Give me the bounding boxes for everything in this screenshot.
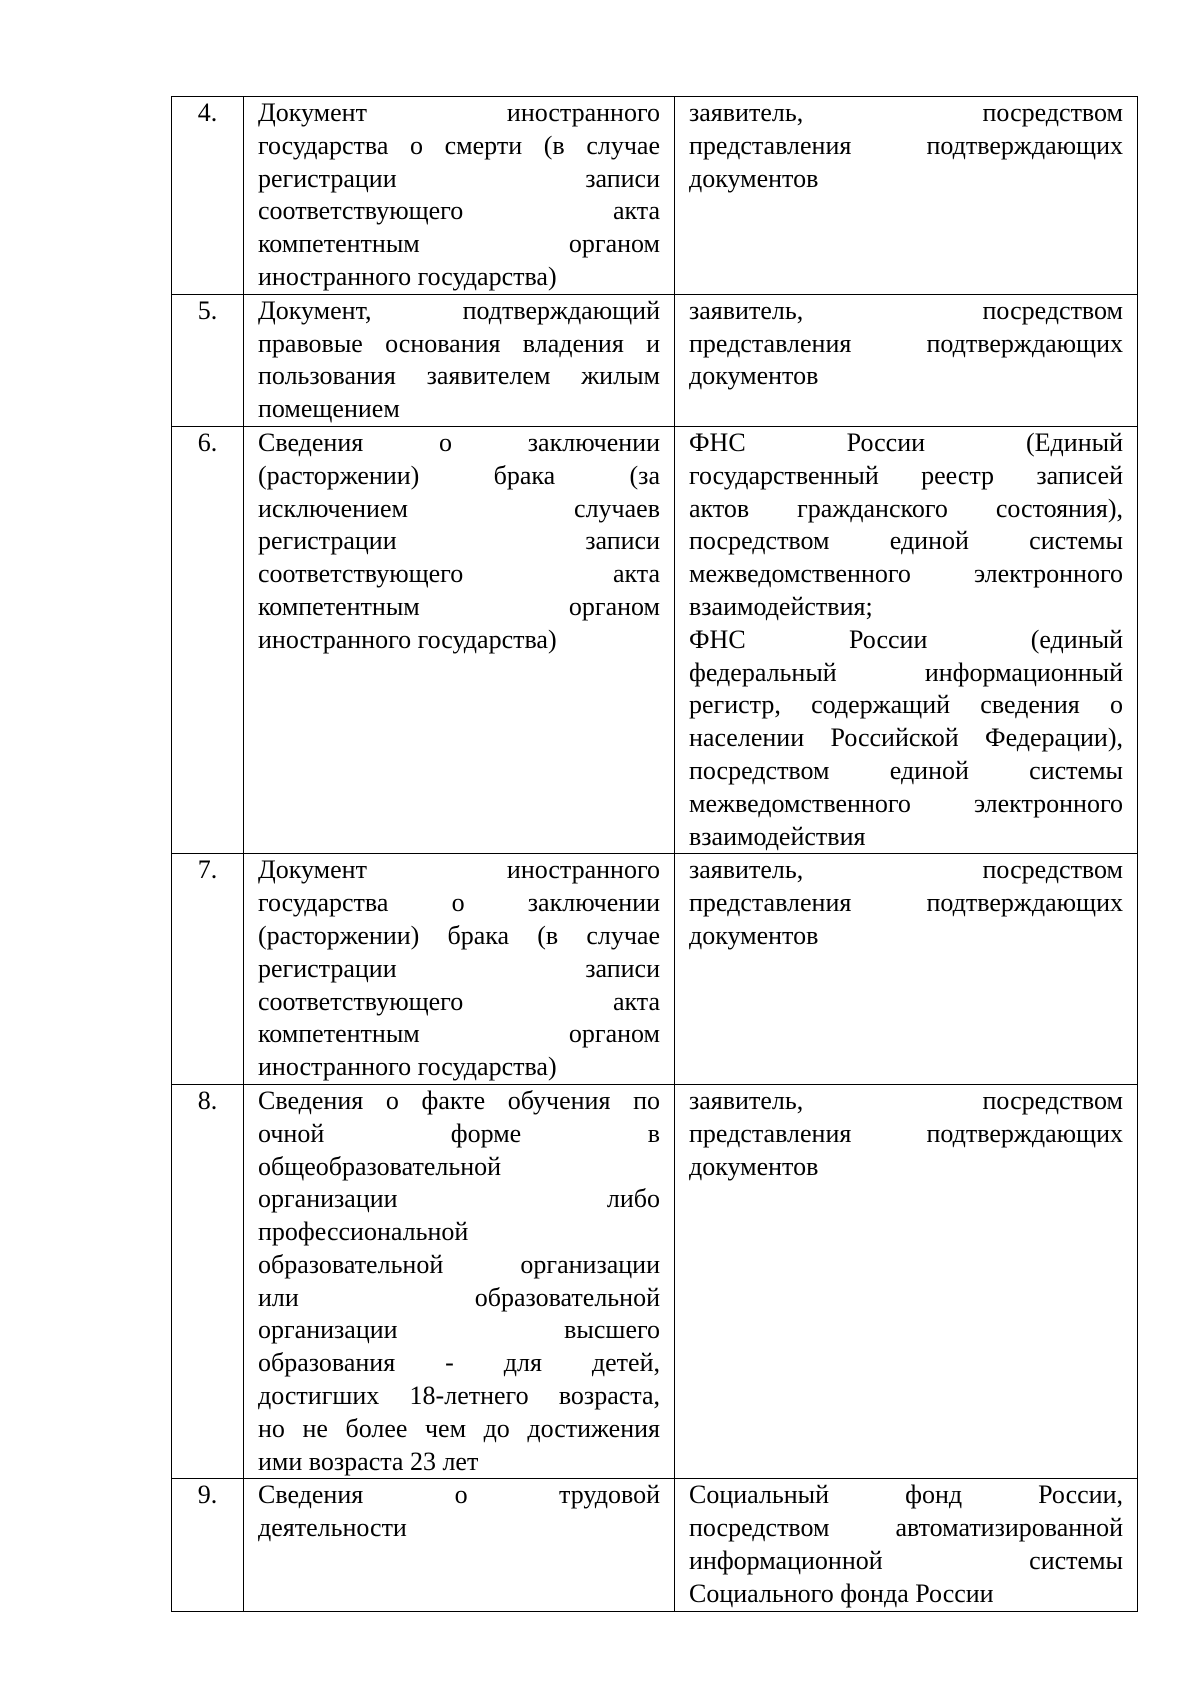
document-name-cell xyxy=(244,294,675,426)
row-number: 8. xyxy=(172,1084,244,1479)
text-line: но не более чем до достижения xyxy=(258,1413,660,1443)
text-line: информационной системы xyxy=(689,1546,1123,1576)
text-line: правовые основания владения и xyxy=(258,328,660,358)
text-line: представления подтверждающих xyxy=(689,888,1123,918)
text-line: Документ, подтверждающий xyxy=(258,295,660,325)
documents-table xyxy=(171,96,1138,1612)
text-line: посредством автоматизированной xyxy=(689,1513,1123,1543)
text-line: регистрации записи xyxy=(258,163,660,193)
text-line: Документ иностранного xyxy=(258,855,660,885)
table-row xyxy=(172,294,1138,426)
text-line: документов xyxy=(689,361,819,391)
text-line: иностранного государства) xyxy=(258,1052,557,1082)
text-line: или образовательной xyxy=(258,1282,660,1312)
text-line: заявитель, посредством xyxy=(689,98,1123,127)
table-row xyxy=(172,1479,1138,1611)
document-name-cell xyxy=(244,426,675,853)
row-number: 9. xyxy=(172,1479,244,1611)
text-line: компетентным органом xyxy=(258,591,660,621)
text-line: деятельности xyxy=(258,1513,407,1543)
text-line: соответствующего акта xyxy=(258,559,660,589)
document-name-cell xyxy=(244,854,675,1085)
text-line: взаимодействия xyxy=(689,821,866,851)
text-line: посредством единой системы xyxy=(689,755,1123,785)
text-line: образования - для детей, xyxy=(258,1348,660,1378)
text-line: государственный реестр записей xyxy=(689,460,1123,490)
text-line: взаимодействия; xyxy=(689,591,873,621)
text-line: общеобразовательной xyxy=(258,1151,502,1181)
text-line: представления подтверждающих xyxy=(689,130,1123,160)
document-name-cell xyxy=(244,1479,675,1611)
document-name-cell xyxy=(244,1084,675,1479)
text-line: государства о смерти (в случае xyxy=(258,130,660,160)
text-line: иностранного государства) xyxy=(258,624,557,654)
text-line: документов xyxy=(689,163,819,193)
table-row xyxy=(172,426,1138,853)
text-line: Документ иностранного xyxy=(258,98,660,127)
information-source-cell xyxy=(675,426,1138,853)
text-line: Сведения о трудовой xyxy=(258,1480,660,1510)
text-line: населении Российской Федерации), xyxy=(689,723,1123,753)
text-line: Сведения о заключении xyxy=(258,427,660,457)
text-line: межведомственного электронного xyxy=(689,788,1123,818)
text-line: помещением xyxy=(258,394,400,424)
text-line: Социальный фонд России, xyxy=(689,1480,1123,1510)
row-number: 4. xyxy=(172,97,244,295)
text-line: ими возраста 23 лет xyxy=(258,1446,479,1476)
document-name-cell xyxy=(244,97,675,295)
table-row xyxy=(172,97,1138,295)
text-line: документов xyxy=(689,1151,819,1181)
text-line: (расторжении) брака (в случае xyxy=(258,920,660,950)
row-number: 7. xyxy=(172,854,244,1085)
text-line: посредством единой системы xyxy=(689,526,1123,556)
text-line: представления подтверждающих xyxy=(689,1118,1123,1148)
information-source-cell xyxy=(675,854,1138,1085)
text-line: ФНС России (Единый xyxy=(689,427,1123,457)
text-line: федеральный информационный xyxy=(689,657,1123,687)
text-line: пользования заявителем жилым xyxy=(258,361,660,391)
text-line: Социального фонда России xyxy=(689,1578,994,1608)
information-source-cell xyxy=(675,294,1138,426)
text-line: компетентным органом xyxy=(258,229,660,259)
table-row xyxy=(172,1084,1138,1479)
information-source-cell xyxy=(675,97,1138,295)
text-line: образовательной организации xyxy=(258,1249,660,1279)
text-line: межведомственного электронного xyxy=(689,559,1123,589)
text-line: регистрации записи xyxy=(258,526,660,556)
text-line: актов гражданского состояния), xyxy=(689,493,1123,523)
information-source-cell xyxy=(675,1479,1138,1611)
table-body xyxy=(172,97,1138,1612)
information-source-cell xyxy=(675,1084,1138,1479)
text-line: (расторжении) брака (за xyxy=(258,460,660,490)
text-line: иностранного государства) xyxy=(258,261,557,291)
text-line: документов xyxy=(689,920,819,950)
text-line: организации либо xyxy=(258,1184,660,1214)
text-line: достигших 18-летнего возраста, xyxy=(258,1381,660,1411)
row-number: 6. xyxy=(172,426,244,853)
text-line: Сведения о факте обучения по xyxy=(258,1085,660,1115)
text-line: представления подтверждающих xyxy=(689,328,1123,358)
text-line: заявитель, посредством xyxy=(689,295,1123,325)
text-line: заявитель, посредством xyxy=(689,855,1123,885)
text-line: исключением случаев xyxy=(258,493,660,523)
text-line: государства о заключении xyxy=(258,888,660,918)
text-line: компетентным органом xyxy=(258,1019,660,1049)
table-row xyxy=(172,854,1138,1085)
text-line: регистр, содержащий сведения о xyxy=(689,690,1123,720)
text-line: заявитель, посредством xyxy=(689,1085,1123,1115)
text-line: соответствующего акта xyxy=(258,196,660,226)
text-line: профессиональной xyxy=(258,1217,469,1247)
text-line: регистрации записи xyxy=(258,953,660,983)
text-line: соответствующего акта xyxy=(258,986,660,1016)
row-number: 5. xyxy=(172,294,244,426)
text-line: ФНС России (единый xyxy=(689,624,1123,654)
text-line: организации высшего xyxy=(258,1315,660,1345)
text-line: очной форме в xyxy=(258,1118,660,1148)
